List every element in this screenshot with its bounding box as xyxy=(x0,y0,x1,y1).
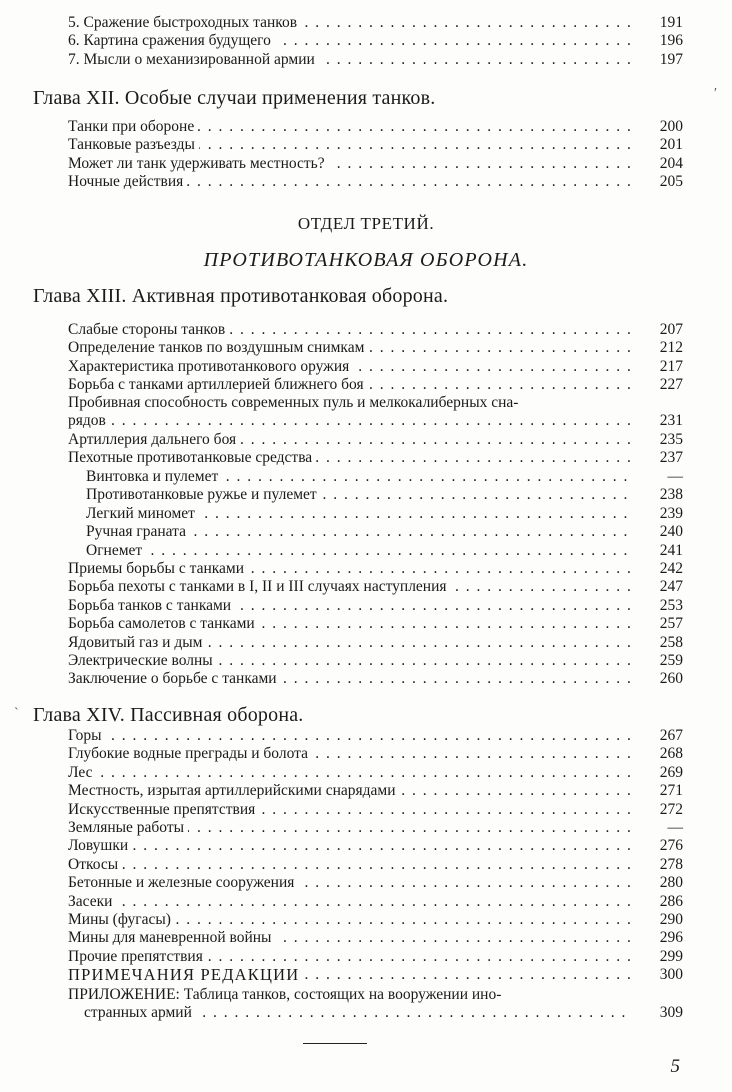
toc-entry xyxy=(68,118,683,136)
page-ref: 259 xyxy=(659,651,683,669)
toc-group-ch13-b xyxy=(68,431,683,468)
toc-entry-title: Может ли танк удерживать местность? xyxy=(68,155,329,172)
toc-entry-title: Борьба танков с танками xyxy=(68,597,235,614)
page-ref: 290 xyxy=(659,910,683,928)
toc-entry-title: Засеки xyxy=(68,893,116,910)
toc-entry xyxy=(68,819,683,837)
toc-entry-title: Глубокие водные преграды и болота xyxy=(68,745,312,762)
page-ref: 258 xyxy=(659,633,683,651)
toc-entry-title: Приемы борьбы с танками xyxy=(68,560,248,577)
toc-entry-title: Ловушки xyxy=(68,837,132,854)
toc-entry-title: Бетонные и железные сооружения xyxy=(68,874,298,891)
toc-entry xyxy=(68,173,683,191)
part-three-title: ПРОТИВОТАНКОВАЯ ОБОРОНА. xyxy=(203,249,529,271)
page-ref: 207 xyxy=(659,321,683,338)
notes-entry xyxy=(68,966,683,984)
toc-entry-title: Огнемет xyxy=(86,542,146,559)
toc-entry-title: Земляные работы xyxy=(68,819,188,836)
toc-entry xyxy=(68,321,683,339)
page-ref: 276 xyxy=(659,837,683,855)
page-ref: 269 xyxy=(659,763,683,781)
page-ref: 238 xyxy=(659,486,683,504)
page-ref: 197 xyxy=(659,50,683,68)
toc-entry xyxy=(86,505,683,523)
toc-entry-title: Легкий миномет xyxy=(86,505,199,522)
page-ref: 196 xyxy=(659,32,683,50)
toc-entry-title: Искусственные препятствия xyxy=(68,801,259,818)
toc-entry xyxy=(86,542,683,560)
toc-entry: странных армий . . . 309 xyxy=(68,1004,683,1022)
page-ref: 237 xyxy=(659,449,683,467)
page-ref: 247 xyxy=(659,578,683,596)
toc-entry xyxy=(68,339,683,357)
chapter-xii-heading: Глава XII. Особые случаи применения танков. xyxy=(33,87,436,109)
toc-entry-title: Танковые разъезды xyxy=(68,136,199,153)
toc-entry xyxy=(68,745,683,763)
page-ref: 241 xyxy=(659,541,683,559)
toc-entry-title: Лес xyxy=(68,764,97,781)
toc-entry xyxy=(68,837,683,855)
toc-entry-title: Артиллерия дальнего боя xyxy=(68,431,240,448)
page-ref: 260 xyxy=(659,670,683,688)
toc-entry xyxy=(86,468,683,486)
toc-entry-wrap-line: ПРИЛОЖЕНИЕ: Таблица танков, состоящих на вооружении ино- xyxy=(68,986,683,1004)
toc-entry-title: Мины для маневренной войны xyxy=(68,929,275,946)
toc-entry xyxy=(68,893,683,911)
chapter-xiv-heading: Глава XIV. Пассивная оборона. xyxy=(33,704,304,726)
toc-entry xyxy=(68,856,683,874)
page-ref: 231 xyxy=(659,412,683,430)
page-ref: 239 xyxy=(659,504,683,522)
toc-entry xyxy=(68,670,683,688)
toc-entry-title: Ядовитый газ и дым xyxy=(68,634,206,651)
toc-entry xyxy=(68,136,683,154)
page-ref: 296 xyxy=(659,929,683,947)
toc-entry-title: Винтовка и пулемет xyxy=(86,468,222,485)
page-ref: 299 xyxy=(659,947,683,965)
toc-entry-title: Ручная граната xyxy=(86,523,190,540)
page-ref: 268 xyxy=(659,745,683,763)
page-ref: 212 xyxy=(659,339,683,357)
toc-entry: ПРИМЕЧАНИЯ РЕДАКЦИИ . . . 300 xyxy=(68,966,683,984)
toc-entry xyxy=(86,486,683,504)
toc-entry xyxy=(68,652,683,670)
toc-group-ch13-a xyxy=(68,321,683,395)
page-ref: 278 xyxy=(659,855,683,873)
toc-entry-wrap-line: Пробивная способность современных пуль и мелкокалиберных сна- xyxy=(68,394,683,412)
toc-entry-title: Слабые стороны танков xyxy=(68,321,229,338)
toc-entry xyxy=(68,764,683,782)
toc-entry xyxy=(68,560,683,578)
part-three-label: ОТДЕЛ ТРЕТИЙ. xyxy=(297,214,435,233)
appendix-entry xyxy=(68,986,683,1023)
page-ref: 217 xyxy=(659,357,683,375)
scan-speck: ` xyxy=(14,706,19,721)
toc-entry xyxy=(68,948,683,966)
toc-entry-title: 5. Сражение быстроходных танков xyxy=(68,14,301,31)
page-ref: — xyxy=(667,818,683,836)
toc-entry xyxy=(68,874,683,892)
page-ref: 272 xyxy=(659,800,683,818)
toc-entry-title: Местность, изрытая артиллерийскими снарядами xyxy=(68,782,400,799)
toc-entry-title: Борьба пехоты с танками в I, II и III случаях наступления xyxy=(68,578,451,595)
toc-entry xyxy=(86,523,683,541)
toc-entry-title: Характеристика противотанкового оружия xyxy=(68,358,353,375)
toc-entry xyxy=(68,727,683,745)
page-ref: 271 xyxy=(659,782,683,800)
closing-rule xyxy=(303,1043,367,1044)
toc-entry xyxy=(68,578,683,596)
toc-entry xyxy=(68,449,683,467)
toc-entry xyxy=(68,14,683,32)
toc-entry-title: Борьба самолетов с танками xyxy=(68,615,259,632)
page-ref: 201 xyxy=(659,136,683,154)
page-ref: 240 xyxy=(659,523,683,541)
toc-entry: рядов . . . 231 xyxy=(68,412,683,430)
toc-group-ch12 xyxy=(68,118,683,192)
toc-entry-title: Пехотные противотанковые средства xyxy=(68,449,316,466)
toc-entry-title: Откосы xyxy=(68,856,122,873)
toc-entry xyxy=(68,929,683,947)
toc-entry-title: 6. Картина сражения будущего xyxy=(68,32,275,49)
page-ref: 200 xyxy=(659,118,683,135)
toc-entry xyxy=(68,358,683,376)
chapter-xiii-heading: Глава XIII. Активная противотанковая оборона. xyxy=(33,285,449,307)
page-ref: 286 xyxy=(659,892,683,910)
toc-entry-title: Борьба с танками артиллерией ближнего боя xyxy=(68,376,368,393)
page-ref: 253 xyxy=(659,596,683,614)
toc-entry xyxy=(68,782,683,800)
toc-entry xyxy=(68,801,683,819)
toc-group-ch14 xyxy=(68,727,683,966)
toc-entry xyxy=(68,376,683,394)
toc-group-ch13-c xyxy=(68,560,683,689)
toc-entry xyxy=(68,51,683,69)
toc-wrapped-entry xyxy=(68,394,683,431)
page-ref: 300 xyxy=(659,966,683,983)
page-ref: 309 xyxy=(659,1004,683,1022)
toc-entry-title: Танки при обороне xyxy=(68,118,198,135)
page-ref: 242 xyxy=(659,560,683,577)
page-ref: 227 xyxy=(659,376,683,394)
toc-entry-title: Электрические волны xyxy=(68,652,217,669)
toc-entry xyxy=(68,911,683,929)
page-ref: 280 xyxy=(659,874,683,892)
page-ref: 257 xyxy=(659,615,683,633)
page-ref: 205 xyxy=(659,173,683,191)
toc-group-top xyxy=(68,14,683,69)
toc-entry xyxy=(68,431,683,449)
toc-entry xyxy=(68,615,683,633)
toc-entry xyxy=(68,597,683,615)
toc-group-ch13-sub xyxy=(86,468,683,560)
toc-entry-title: Определение танков по воздушным снимкам xyxy=(68,339,368,356)
page-number: 5 xyxy=(670,1056,680,1077)
page-ref: — xyxy=(667,468,683,485)
toc-entry-title: Горы xyxy=(68,727,106,744)
toc-entry-title: Прочие препятствия xyxy=(68,948,207,965)
page-ref: 235 xyxy=(659,431,683,448)
page-ref: 267 xyxy=(659,727,683,744)
scan-speck: ′ xyxy=(714,86,718,101)
toc-entry xyxy=(68,155,683,173)
toc-entry-title: Противотанковые ружье и пулемет xyxy=(86,486,321,503)
toc-entry-title: 7. Мысли о механизированной армии xyxy=(68,51,319,68)
toc-entry-title: Заключение о борьбе с танками xyxy=(68,670,281,687)
toc-entry-title: Мины (фугасы) xyxy=(68,911,175,928)
page-ref: 204 xyxy=(659,154,683,172)
toc-entry xyxy=(68,634,683,652)
toc-entry xyxy=(68,32,683,50)
toc-entry-title: Ночные действия xyxy=(68,173,187,190)
page-ref: 191 xyxy=(659,14,683,31)
